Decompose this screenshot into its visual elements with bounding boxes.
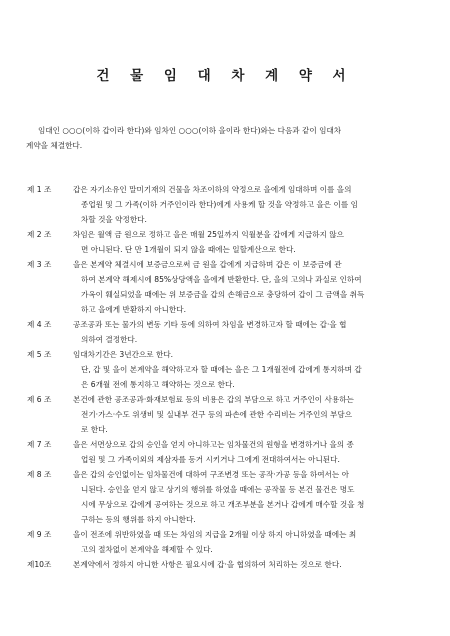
article-line: 단, 갑 및 을이 본계약을 해약하고자 할 때에는 을은 그 1개월전에 갑에게 통지하며 갑 <box>81 365 362 374</box>
article-number: 제 7 조 <box>27 440 52 449</box>
intro-paragraph <box>26 123 434 153</box>
article-line: 의하여 결정한다. <box>81 335 138 344</box>
article-3 <box>27 257 435 317</box>
article-number: 제 8 조 <box>27 470 52 479</box>
article-text <box>73 437 435 467</box>
article-text <box>73 227 435 257</box>
article-line: 을은 갑의 승인없이는 임차물건에 대하여 구조변경 또는 공작·가공 등을 하여서는 아 <box>73 470 349 479</box>
article-text <box>73 347 435 392</box>
article-number: 제 9 조 <box>27 530 52 539</box>
article-number: 제 5 조 <box>27 350 52 359</box>
article-10 <box>27 557 435 572</box>
article-line: 시에 무상으로 갑에게 공여하는 것으로 하고 개조부분을 본거나 갑에게 매수할 것을 청 <box>81 500 365 509</box>
article-number: 제 1 조 <box>27 185 52 194</box>
article-line: 을이 전조에 위반하였을 때 또는 차임의 지급을 2개월 이상 하지 아니하였을 때에는 최 <box>73 530 357 539</box>
article-9 <box>27 527 435 557</box>
article-7 <box>27 437 435 467</box>
article-5 <box>27 347 435 392</box>
article-line: 면 아니된다. 단 만 1개월이 되지 않을 때에는 일할계산으로 한다. <box>81 245 296 254</box>
article-line: 하여 본계약 해제시에 85%상당액을 을에게 반환한다. 단, 을의 고의나 과실로 인하여 <box>81 275 362 284</box>
article-line: 전기·가스·수도 위생비 및 실내부 건구 등의 파손에 관한 수리비는 거주인의 부담으 <box>81 410 353 419</box>
article-line: 가옥이 훼실되었을 때에는 위 보증금을 갑의 손해금으로 충당하여 갑이 그 금액을 취득 <box>81 290 365 299</box>
article-4 <box>27 317 435 347</box>
article-line: 니된다. 승인을 얻지 않고 상기의 행위를 하였을 때에는 공작물 등 본건 물건은 명도 <box>81 485 355 494</box>
intro-line: 임대인 ○○○(이하 갑이라 한다)와 임차인 ○○○(이하 을이라 한다)와는 다음과 같이 임대차 <box>38 126 342 135</box>
article-line: 을은 본계약 체결시에 보증금으로써 금 원을 갑에게 지급하며 갑은 이 보증금에 관 <box>73 260 342 269</box>
article-line: 공조공과 또는 물가의 변동 기타 등에 의하여 차임을 변경하고자 할 때에는 갑·을 협 <box>73 320 347 329</box>
article-8 <box>27 467 435 527</box>
article-line: 을은 서면상으로 갑의 승인을 얻지 아니하고는 임차물건의 원형을 변경하거나 을의 종 <box>73 440 354 449</box>
article-line: 임대차기간은 3년간으로 한다. <box>73 350 174 359</box>
page-title: 건 물 임 대 차 계 약 서 <box>96 68 354 84</box>
article-6 <box>27 392 435 437</box>
article-line: 종업원 및 그 가족(이하 거주인이라 한다)에게 사용케 할 것을 약정하고 을은 이를 임 <box>81 200 358 209</box>
article-line: 본건에 관한 공조공과·화재보험료 등의 비용은 갑의 부담으로 하고 거주인이 사용하는 <box>73 395 354 404</box>
article-line: 구하는 등의 행위를 하지 아니한다. <box>81 515 196 524</box>
article-line: 은 6개월 전에 통지하고 해약하는 것으로 한다. <box>81 380 235 389</box>
article-line: 로 한다. <box>81 425 108 434</box>
article-number: 제 6 조 <box>27 395 52 404</box>
article-1 <box>27 182 435 227</box>
article-number: 제 4 조 <box>27 320 52 329</box>
article-text <box>73 317 435 347</box>
article-line: 차임은 월액 금 원으로 정하고 을은 매월 25일까지 익월분을 갑에게 지급하지 않으 <box>73 230 344 239</box>
article-text <box>73 182 435 227</box>
article-text <box>73 527 435 557</box>
article-line: 업원 및 그 가족이외의 제삼자를 동거 시키거나 그에게 전대하여서는 아니된다. <box>81 455 340 464</box>
article-2 <box>27 227 435 257</box>
article-text <box>73 467 435 527</box>
article-list <box>27 182 435 572</box>
article-number: 제10조 <box>27 560 52 569</box>
article-text <box>73 392 435 437</box>
article-line: 하고 을에게 반환하지 아니한다. <box>81 305 187 314</box>
intro-line: 계약을 체결한다. <box>26 141 83 150</box>
article-text <box>73 557 435 572</box>
article-line: 고의 절차없이 본계약을 해제할 수 있다. <box>81 545 213 554</box>
article-number: 제 3 조 <box>27 260 52 269</box>
article-line: 차할 것을 약정한다. <box>81 215 147 224</box>
article-line: 본계약에서 정하지 아니한 사항은 필요시에 갑·을 협의하여 처리하는 것으로 한다. <box>73 560 342 569</box>
article-text <box>73 257 435 317</box>
article-number: 제 2 조 <box>27 230 52 239</box>
article-line: 갑은 자기소유인 말미기재의 건물을 차조이하의 약정으로 을에게 임대하며 이를 을의 <box>73 185 352 194</box>
